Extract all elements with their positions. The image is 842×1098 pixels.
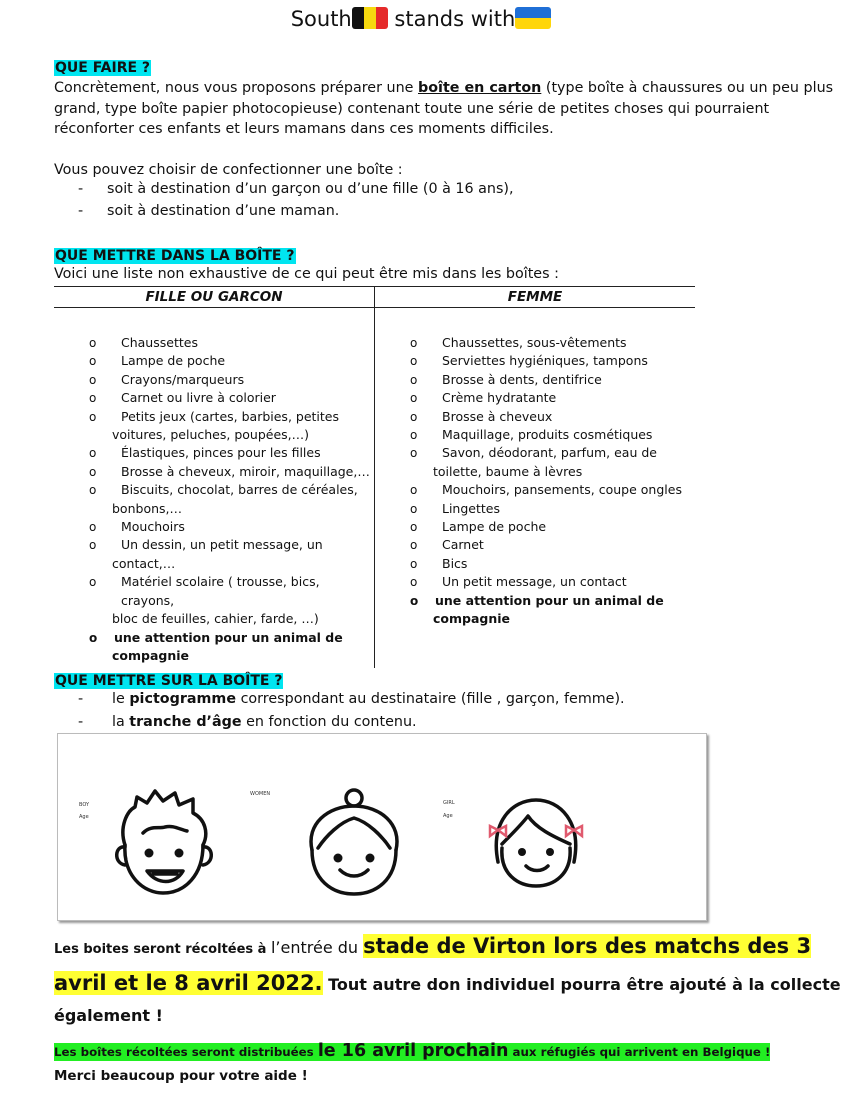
- list-item: o Matériel scolaire ( trousse, bics, crayons, bloc de feuilles, cahier, farde, …): [89, 574, 320, 627]
- list-item: o Bics: [375, 555, 695, 573]
- list-intro: Voici une liste non exhaustive de ce qui peut être mis dans les boîtes :: [54, 266, 559, 282]
- list-item: o Carnet: [375, 536, 695, 554]
- bullet-icon: o: [89, 336, 97, 350]
- bullet-icon: o: [410, 538, 418, 553]
- stadium-dates-highlight: stade de Virton lors des matchs des 3: [363, 934, 812, 958]
- bullet-icon: o: [89, 520, 97, 535]
- bullet-icon: o: [410, 556, 418, 571]
- bullet-icon: o: [89, 391, 97, 406]
- bullet-icon: o: [89, 538, 97, 553]
- section-heading-que-faire: QUE FAIRE ?: [55, 60, 151, 76]
- list-item: o Crème hydratante: [375, 389, 695, 407]
- list-item: o Un dessin, un petit message, un contact,…: [89, 537, 323, 571]
- bullet-icon: o: [89, 575, 97, 590]
- list-item: o Brosse à cheveux, miroir, maquillage,…: [54, 463, 374, 481]
- bullet-icon: o: [89, 630, 98, 645]
- list-item: o Mouchoirs: [54, 518, 374, 536]
- list-item: o Brosse à dents, dentifrice: [375, 371, 695, 389]
- list-item: o Lampe de poche: [54, 352, 374, 370]
- page-title: [0, 4, 842, 34]
- collection-notice: Les boites seront récoltées à l’entrée du stade de Virton lors des matchs des 3 avril et le 8 avril 2022. Tout autre don individuel pourra être ajouté à la collecte également !: [54, 934, 841, 1025]
- list-item: o Élastiques, pinces pour les filles: [54, 444, 374, 462]
- bullet-icon: o: [89, 483, 97, 498]
- list-item: o une attention pour un animal de compagnie: [89, 629, 343, 663]
- bullet-icon: o: [410, 501, 418, 516]
- woman-items-cell: [375, 308, 696, 669]
- ukraine-flag-icon: [515, 7, 551, 29]
- bullet-icon: o: [410, 336, 418, 350]
- bullet-icon: o: [89, 409, 97, 424]
- girl-age-label: Age: [443, 813, 453, 819]
- title-part2: stands with: [394, 7, 516, 31]
- list-item: o Carnet ou livre à colorier: [54, 389, 374, 407]
- bullet-icon: o: [89, 464, 97, 479]
- bullet-icon: o: [410, 428, 418, 443]
- boy-label: BOY: [79, 802, 90, 808]
- list-item: o Un petit message, un contact: [375, 573, 695, 591]
- option-mother: soit à destination d’une maman.: [107, 203, 340, 219]
- bullet-icon: o: [89, 354, 97, 369]
- bullet-icon: o: [89, 446, 97, 461]
- woman-items-list: [375, 308, 695, 629]
- boy-age-label: Age: [79, 814, 89, 820]
- list-item: o Chaussettes: [54, 334, 374, 352]
- girl-label: GIRL: [443, 800, 455, 806]
- child-items-cell: [54, 308, 375, 669]
- choice-paragraph: Vous pouvez choisir de confectionner une boîte :: [54, 162, 403, 178]
- label-instruction-pictogram: le pictogramme correspondant au destinataire (fille , garçon, femme).: [112, 691, 625, 707]
- label-instruction-age: la tranche d’âge en fonction du contenu.: [112, 714, 417, 730]
- list-item: o Mouchoirs, pansements, coupe ongles: [375, 481, 695, 499]
- woman-face-icon: [296, 788, 412, 900]
- list-item: o Brosse à cheveux: [375, 408, 695, 426]
- list-item: o Serviettes hygiéniques, tampons: [375, 352, 695, 370]
- col-header-woman: FEMME: [375, 287, 696, 308]
- list-item: o Lampe de poche: [375, 518, 695, 536]
- women-label: WOMEN: [250, 791, 271, 797]
- list-item: o Petits jeux (cartes, barbies, petites voitures, peluches, poupées,…): [89, 408, 339, 443]
- intro-paragraph: Concrètement, nous vous proposons préparer une boîte en carton (type boîte à chaussures ou un peu plus grand, type boîte papier photocopieuse) contenant toute une série de petites choses qui pourraient réconforter ces enfants et leurs mamans dans ces moments difficiles.: [54, 80, 834, 137]
- bullet-icon: o: [410, 575, 418, 590]
- bullet-icon: o: [410, 354, 418, 369]
- list-item: o une attention pour un animal de compagnie: [410, 592, 664, 627]
- option-child: soit à destination d’un garçon ou d’une fille (0 à 16 ans),: [107, 181, 514, 197]
- bullet-icon: o: [410, 520, 418, 535]
- list-item: o Savon, déodorant, parfum, eau de toilette, baume à lèvres: [410, 445, 657, 479]
- bullet-icon: o: [410, 409, 418, 424]
- list-item: o Crayons/marqueurs: [54, 371, 374, 389]
- bullet-icon: o: [410, 391, 418, 406]
- bullet-icon: o: [410, 483, 418, 498]
- list-item: o Chaussettes, sous-vêtements: [375, 334, 695, 352]
- list-item: o Lingettes: [375, 500, 695, 518]
- girl-face-icon: [486, 792, 586, 890]
- boy-face-icon: [103, 789, 223, 901]
- thanks-text: Merci beaucoup pour votre aide !: [54, 1068, 308, 1084]
- bullet-icon: o: [410, 593, 419, 608]
- bullet-icon: o: [89, 372, 97, 387]
- title-part1: South: [290, 7, 352, 31]
- belgium-flag-icon: [352, 7, 388, 29]
- child-items-list: [54, 308, 374, 665]
- pictograms-image: [57, 733, 707, 921]
- bullet-icon: o: [410, 372, 418, 387]
- bullet-icon: o: [410, 446, 418, 461]
- section-heading-contenu: QUE METTRE DANS LA BOÎTE ?: [55, 248, 295, 264]
- items-table: [54, 286, 695, 668]
- boite-en-carton-text: boîte en carton: [418, 80, 542, 96]
- distribution-notice: Les boîtes récoltées seront distribuées le 16 avril prochain aux réfugiés qui arrivent en Belgique !: [54, 1041, 771, 1061]
- list-item: o Biscuits, chocolat, barres de céréales, bonbons,…: [89, 482, 358, 516]
- col-header-child: FILLE OU GARCON: [54, 287, 375, 308]
- list-item: o Maquillage, produits cosmétiques: [375, 426, 695, 444]
- section-heading-etiquette: QUE METTRE SUR LA BOÎTE ?: [55, 673, 283, 689]
